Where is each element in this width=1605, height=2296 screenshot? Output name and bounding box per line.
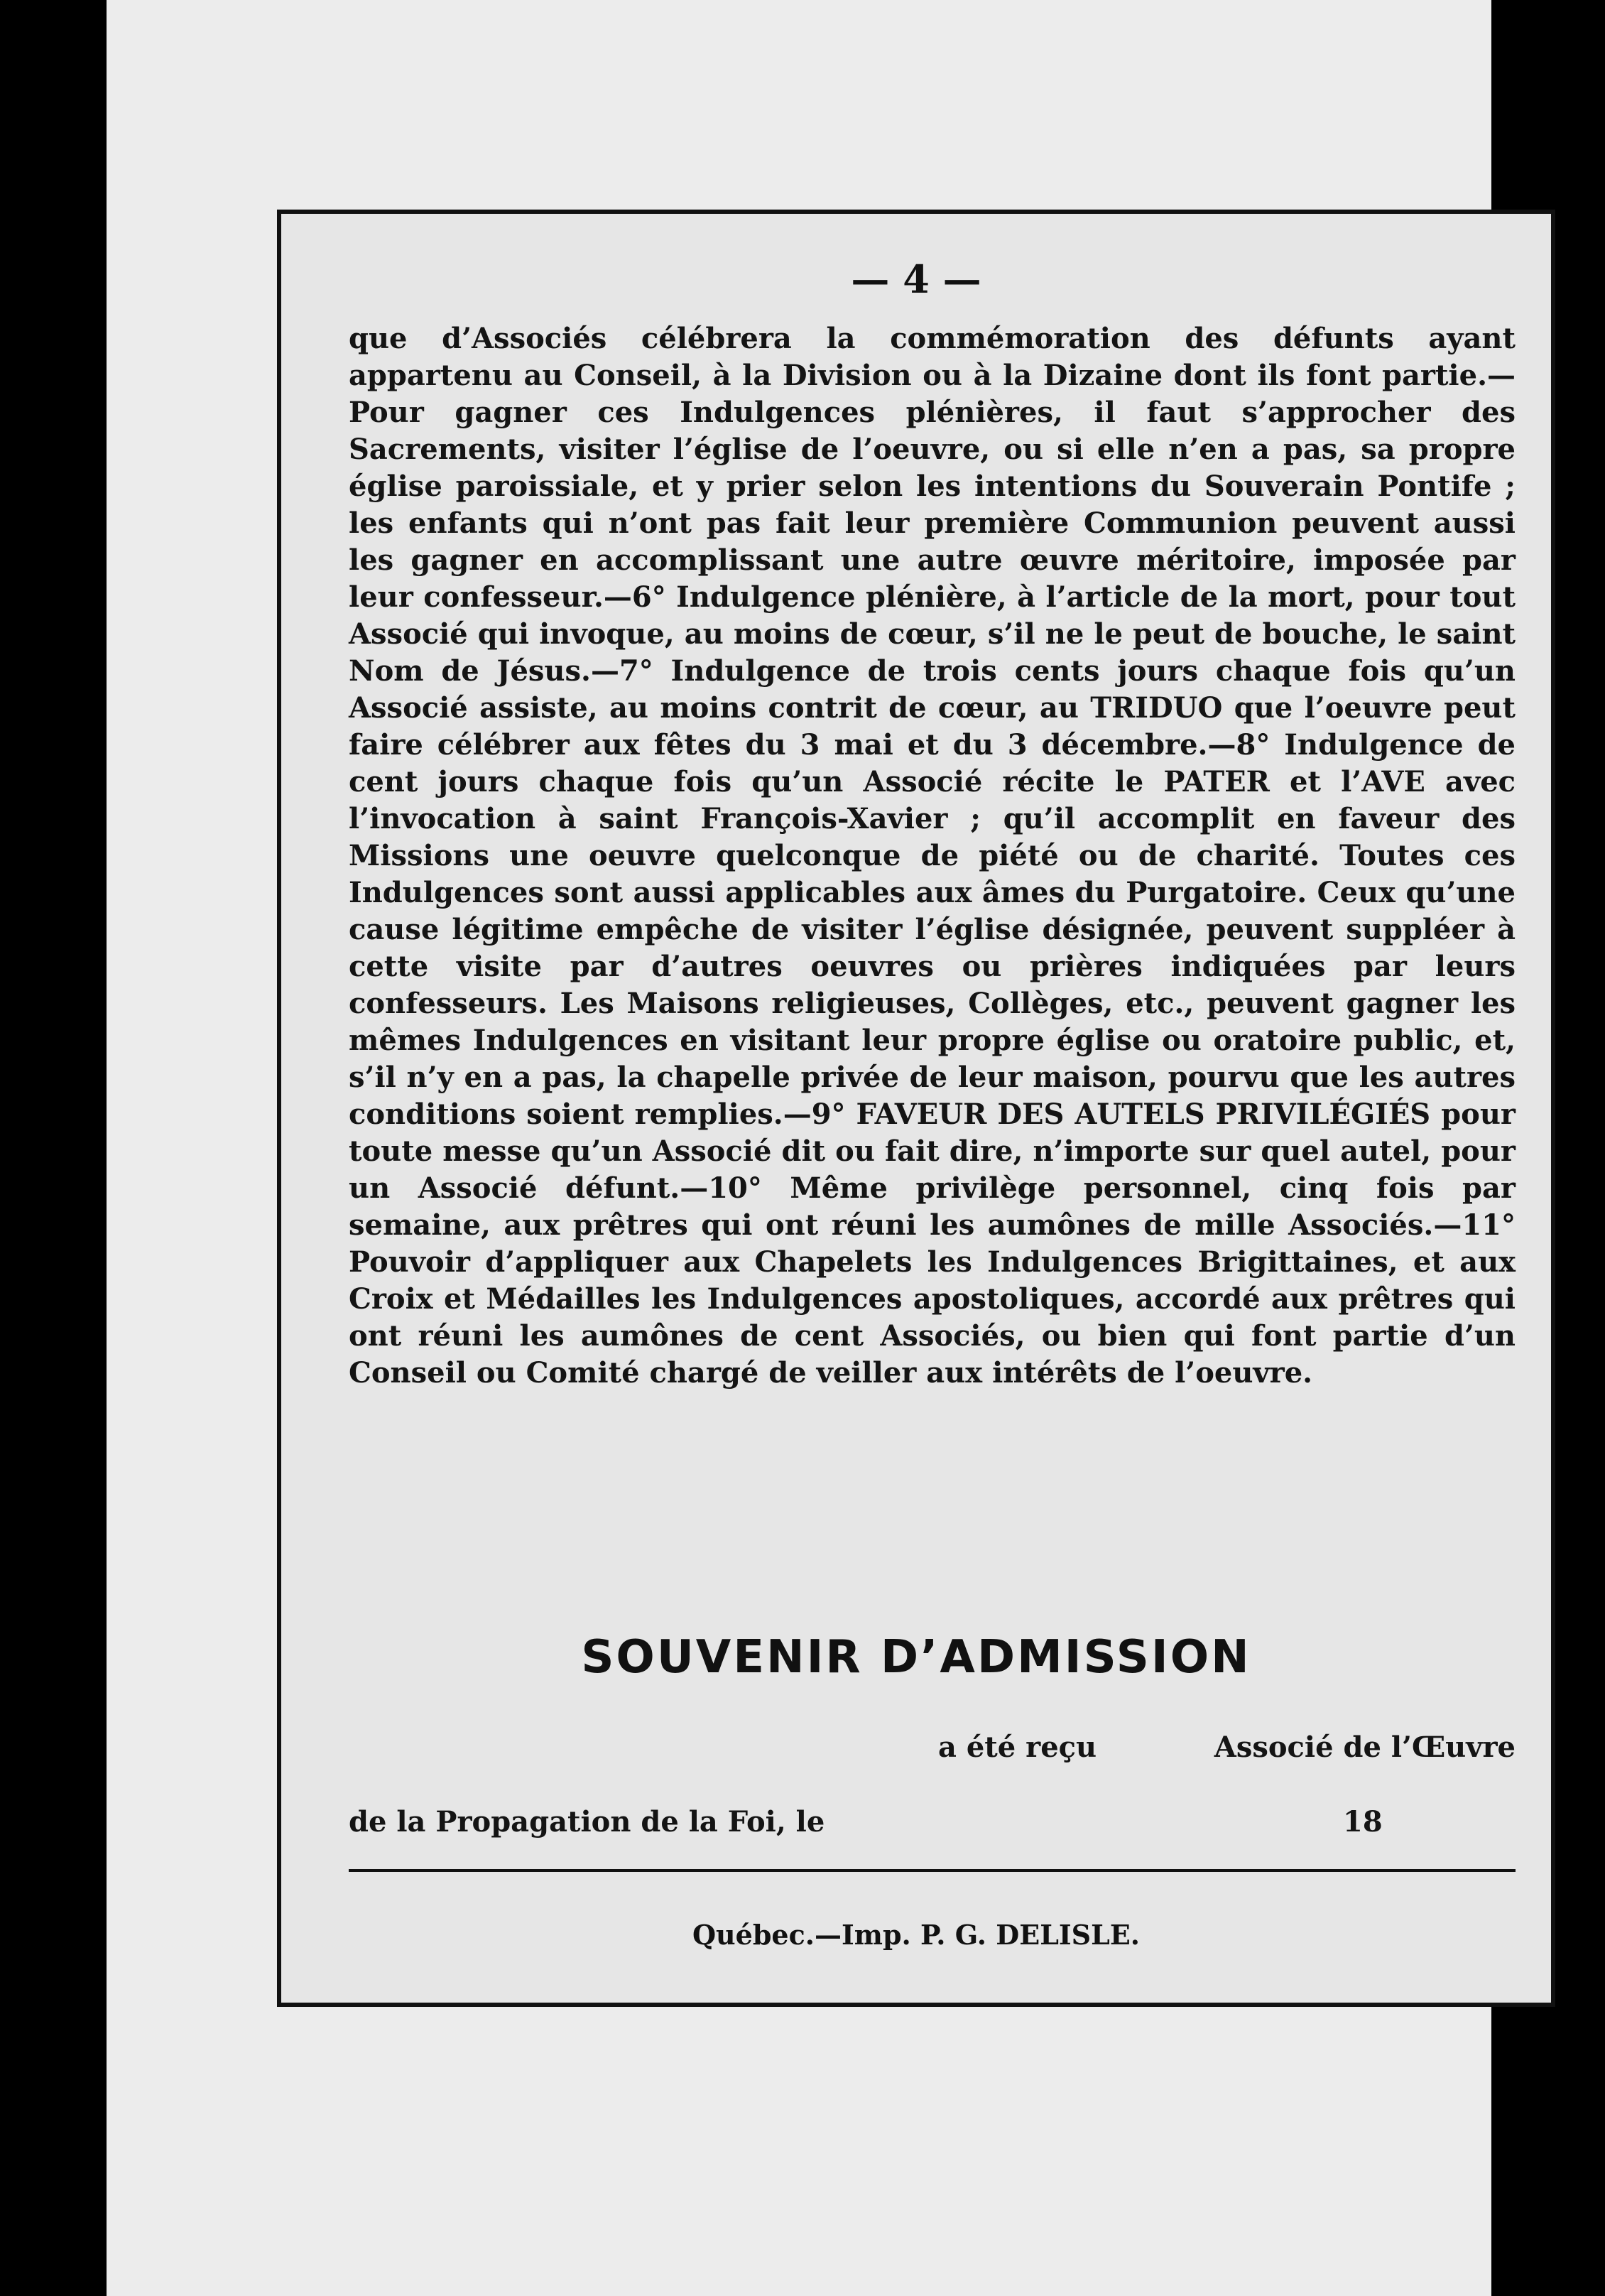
bordered-panel [277, 210, 1555, 2007]
admission-line-2 [349, 1805, 1516, 1839]
imprint: Québec.—Imp. P. G. DELISLE. [692, 1919, 1141, 1951]
associate-text: Associé de l’Œuvre [1214, 1731, 1516, 1764]
body-paragraph: que d’Associés célébrera la commémoration des défunts ayant appartenu au Conseil, à la Division ou à la Dizaine dont ils font partie.—Pour gagner ces Indulgences plénières, il faut s’approcher des Sacrements, visiter l’église de l’oeuvre, ou si elle n’en a pas, sa propre église paroissiale, et y prier selon les intentions du Souverain Pontife ; les enfants qui n’ont pas fait leur première Communion peuvent aussi les gagner en accomplissant une autre œuvre méritoire, imposée par leur confesseur.—6° Indulgence plénière, à l’article de la mort, pour tout Associé qui invoque, au moins de cœur, s’il ne le peut de bouche, le saint Nom de Jésus.—7° Indulgence de trois cents jours chaque fois qu’un Associé assiste, au moins contrit de cœur, au TRIDUO que l’oeuvre peut faire célébrer aux fêtes du 3 mai et du 3 décembre.—8° Indulgence de cent jours chaque fois qu’un Associé récite le PATER et l’AVE avec l’invocation à saint François-Xavier ; qu’il accomplit en faveur des Missions une oeuvre quelconque de piété ou de charité. Toutes ces Indulgences sont aussi applicables aux âmes du Purgatoire. Ceux qu’une cause légitime empêche de visiter l’église désignée, peuvent suppléer à cette visite par d’autres oeuvres ou prières indiquées par leurs confesseurs. Les Maisons religieuses, Collèges, etc., peuvent gagner les mêmes Indulgences en visitant leur propre église ou oratoire public, et, s’il n’y en a pas, la chapelle privée de leur maison, pourvu que les autres conditions soient remplies.—9° FAVEUR DES AUTELS PRIVILÉGIÉS pour toute messe qu’un Associé dit ou fait dire, n’importe sur quel autel, pour un Associé défunt.—10° Même privilège personnel, cinq fois par semaine, aux prêtres qui ont réuni les aumônes de mille Associés.—11° Pouvoir d’appliquer aux Chapelets les Indulgences Brigittaines, et aux Croix et Médailles les Indulgences apostoliques, accordé aux prêtres qui ont réuni les aumônes de cent Associés, ou bien qui font partie d’un Conseil ou Comité chargé de veiller aux intérêts de l’oeuvre. [349, 322, 1516, 1390]
year-text: 18 [1343, 1805, 1383, 1839]
paper-sheet [107, 0, 1516, 2296]
page-number: — 4 — [851, 256, 981, 302]
divider-rule [349, 1869, 1516, 1872]
received-text: a été reçu [938, 1731, 1097, 1764]
propagation-text: de la Propagation de la Foi, le [349, 1805, 825, 1839]
headline: SOUVENIR D’ADMISSION [581, 1631, 1251, 1684]
